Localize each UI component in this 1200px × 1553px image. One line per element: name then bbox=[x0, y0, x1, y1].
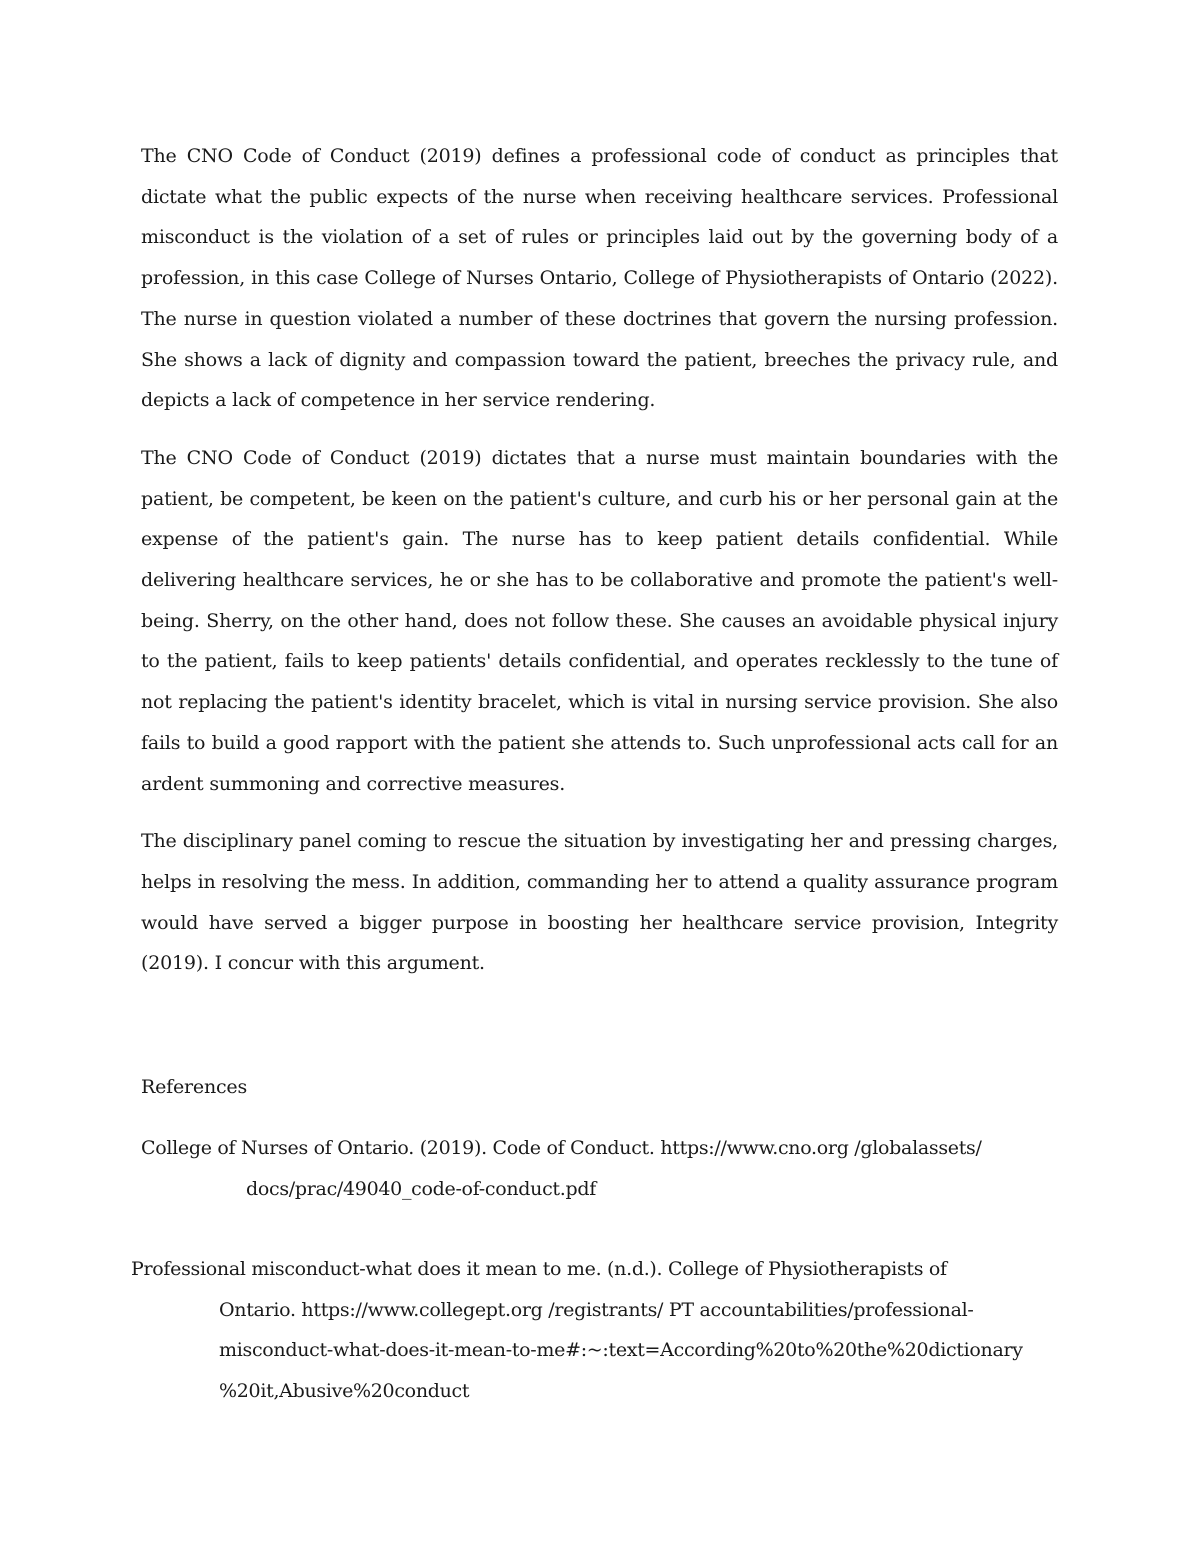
reference-2-line-4: %20it,Abusive%20conduct bbox=[219, 1379, 470, 1402]
reference-entry-1 bbox=[141, 1128, 1061, 1209]
paragraph-1: The CNO Code of Conduct (2019) defines a professional code of conduct as principles that dictate what the public expects of the nurse when receiving healthcare services. Professional misconduct is the violation of a set of rules or principles laid out by the governing body of a profession, in this case College of Nurses Ontario, College of Physiotherapists of Ontario (2022). The nurse in question violated a number of these doctrines that govern the nursing profession. She shows a lack of dignity and compassion toward the patient, breeches the privacy rule, and depicts a lack of competence in her service rendering. bbox=[141, 145, 1058, 412]
references-heading: References bbox=[141, 1076, 248, 1098]
body-text bbox=[141, 136, 1058, 1001]
reference-1-line-2: docs/prac/49040_code-of-conduct.pdf bbox=[246, 1177, 596, 1200]
paragraph-2: The CNO Code of Conduct (2019) dictates that a nurse must maintain boundaries with the patient, be competent, be keen on the patient's culture, and curb his or her personal gain at the expense of the patient's gain. The nurse has to keep patient details confidential. While delivering healthcare services, he or she has to be collaborative and promote the patient's well-being. Sherry, on the other hand, does not follow these. She causes an avoidable physical injury to the patient, fails to keep patients' details confidential, and operates recklessly to the tune of not replacing the patient's identity bracelet, which is vital in nursing service provision. She also fails to build a good rapport with the patient she attends to. Such unprofessional acts call for an ardent summoning and corrective measures. bbox=[141, 446, 1058, 795]
paragraph-3: The disciplinary panel coming to rescue the situation by investigating her and pressing charges, helps in resolving the mess. In addition, commanding her to attend a quality assurance program would have served a bigger purpose in boosting her healthcare service provision, Integrity (2019). I concur with this argument. bbox=[141, 830, 1058, 975]
reference-2-line-1: Professional misconduct-what does it mean to me. (n.d.). College of Physiotherapists of bbox=[131, 1258, 947, 1280]
reference-1-line-1: College of Nurses of Ontario. (2019). Code of Conduct. https://www.cno.org /globalassets/ bbox=[141, 1137, 982, 1159]
reference-2-line-3: misconduct-what-does-it-mean-to-me#:~:text=According%20to%20the%20dictionary bbox=[219, 1339, 1023, 1361]
reference-entry-2 bbox=[131, 1249, 1061, 1411]
reference-2-line-2: Ontario. https://www.collegept.org /registrants/ PT accountabilities/professional- bbox=[219, 1298, 974, 1321]
